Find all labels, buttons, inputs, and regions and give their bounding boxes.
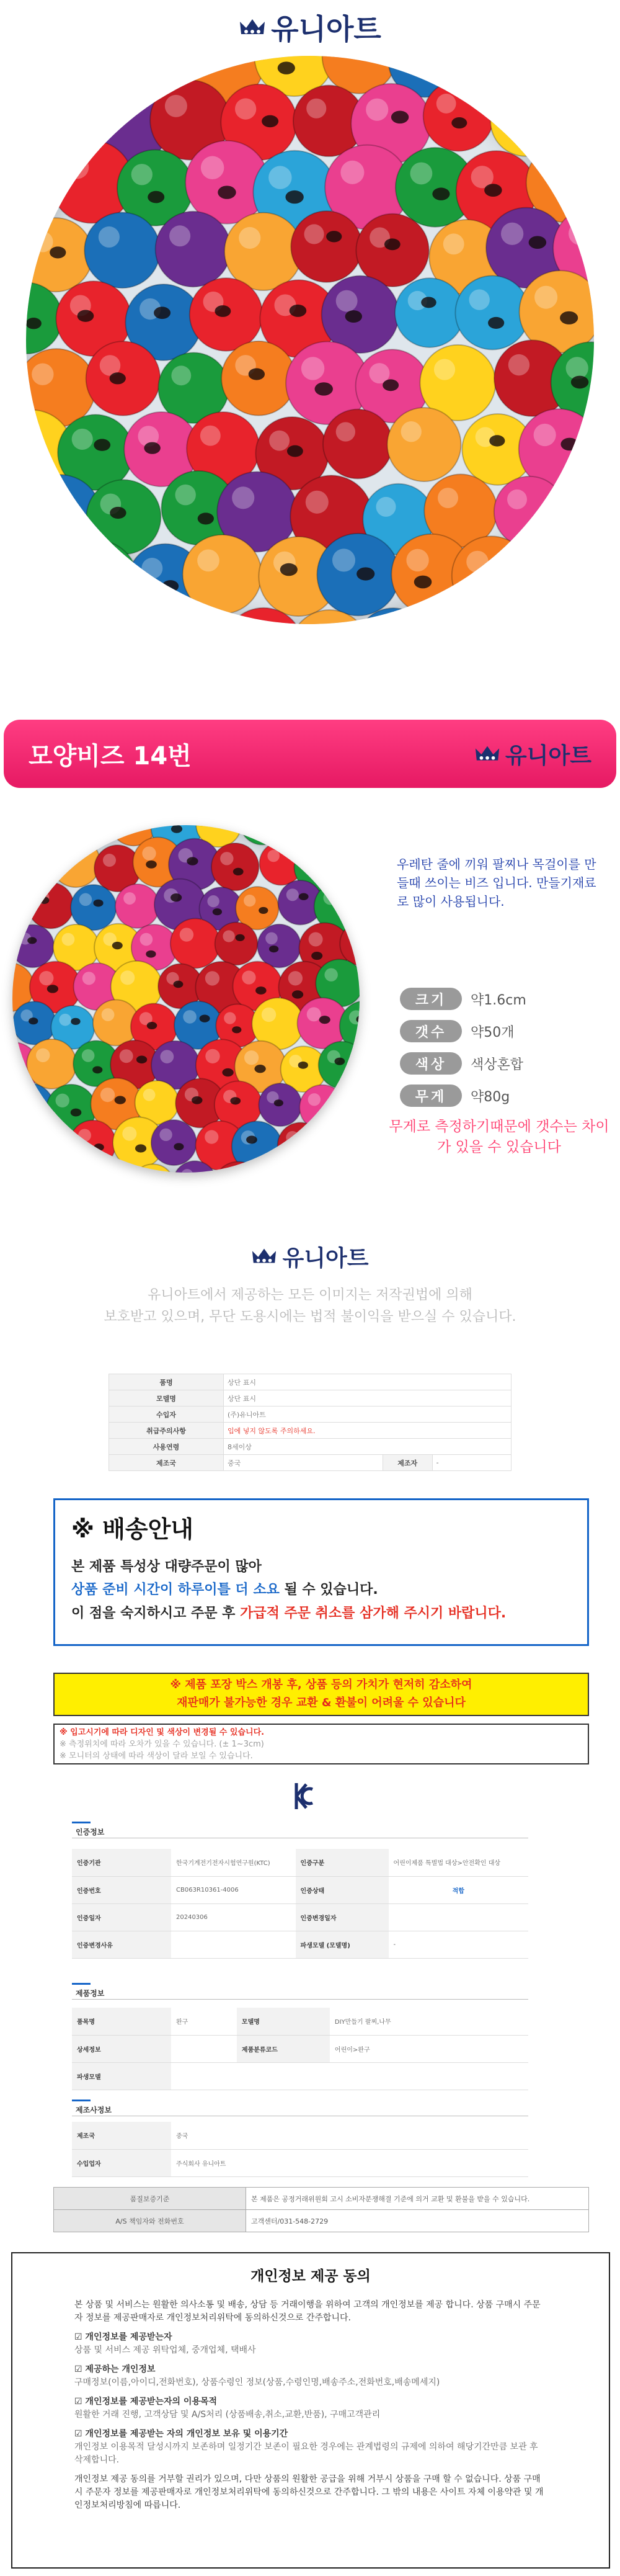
bead xyxy=(12,924,54,967)
bead xyxy=(26,56,61,92)
bead xyxy=(291,211,362,282)
table-row xyxy=(72,1903,528,1931)
spec-color xyxy=(400,1051,604,1076)
table-row xyxy=(109,1423,512,1439)
bead xyxy=(92,1166,138,1173)
shipping-highlight: 상품 준비 시간이 하루이틀 더 소요 xyxy=(71,1582,280,1598)
row-value: 주식회사 유니아트 xyxy=(171,2149,528,2176)
bead xyxy=(239,825,285,845)
spec-count xyxy=(400,1019,604,1044)
row-key: 인증번호 xyxy=(72,1876,171,1903)
bead xyxy=(590,56,594,96)
spec-label: 무게 xyxy=(400,1085,462,1107)
row-value: 20240306 xyxy=(171,1903,296,1931)
bead xyxy=(487,610,564,624)
bead xyxy=(221,341,296,416)
bead xyxy=(28,883,74,929)
copyright-line: 보호받고 있으며, 무단 도용시에는 법적 불이익을 받으실 수 있습니다. xyxy=(104,1309,516,1325)
row-key: 제조국 xyxy=(109,1455,224,1471)
bead xyxy=(278,1122,324,1168)
product-description: 우레탄 줄에 끼워 팔찌나 목걸이를 만들때 쓰이는 비즈 입니다. 만들기재료로 많이 사용됩니다. xyxy=(397,857,596,909)
row-key: 품명 xyxy=(109,1374,224,1390)
bead xyxy=(170,918,220,968)
bead xyxy=(257,924,301,968)
spec-size xyxy=(400,986,604,1011)
bead xyxy=(86,341,161,416)
row-value: (주)유니아트 xyxy=(224,1407,512,1423)
note-line: ※ 모니터의 상태에 따라 색상이 달라 보일 수 있습니다. xyxy=(60,1751,253,1761)
brand-name: 유니아트 xyxy=(271,12,381,46)
privacy-section-body: 구매정보(이름,아이디,전화번호), 상품수령인 정보(상품,수령인명,배송주소,전화번호,배송메세지) xyxy=(74,2377,440,2387)
row-key: A/S 책임자와 전화번호 xyxy=(54,2210,246,2232)
privacy-section-body: 상품 및 서비스 제공 위탁업체, 중개업체, 택배사 xyxy=(74,2345,256,2355)
shipping-line: 본 제품 특성상 대량주문이 많아 xyxy=(71,1559,262,1575)
row-value: 고객센터/031-548-2729 xyxy=(246,2210,589,2232)
brand-logo xyxy=(0,9,620,46)
bead xyxy=(26,218,92,292)
bead xyxy=(319,1042,360,1089)
bead xyxy=(156,212,231,287)
spec-label: 갯수 xyxy=(400,1020,462,1042)
bead xyxy=(253,1165,301,1173)
crown-icon xyxy=(474,745,500,763)
row-value: 중국 xyxy=(224,1455,383,1471)
bead xyxy=(12,1124,34,1170)
table-row xyxy=(72,2035,528,2062)
bead xyxy=(54,1164,98,1173)
bead xyxy=(494,476,565,547)
bead xyxy=(316,825,360,847)
bead xyxy=(151,1120,197,1165)
maker-info-heading: 제조사정보 xyxy=(76,2106,112,2114)
bead xyxy=(555,478,594,552)
bead xyxy=(26,152,63,226)
bead xyxy=(215,923,258,965)
table-row xyxy=(72,2149,528,2176)
row-key: 모델명 xyxy=(109,1390,224,1407)
bead xyxy=(336,843,360,890)
row-key: 제조국 xyxy=(72,2122,171,2149)
title-bar-logo xyxy=(474,738,591,770)
bead xyxy=(560,602,594,624)
bead xyxy=(591,541,594,614)
spec-label: 크기 xyxy=(400,988,462,1010)
bead xyxy=(342,1161,360,1173)
product-info-table xyxy=(108,1374,512,1471)
row-key: 취급주의사항 xyxy=(109,1423,224,1439)
bead xyxy=(60,56,136,95)
table-row xyxy=(72,1849,528,1876)
brand-name: 유니아트 xyxy=(282,1245,369,1271)
bead xyxy=(317,534,399,616)
bead xyxy=(259,842,303,885)
bead xyxy=(157,614,229,624)
row-value: - xyxy=(389,1931,528,1958)
table-row xyxy=(109,1407,512,1423)
privacy-consent xyxy=(11,2252,610,2569)
bead xyxy=(26,543,58,614)
bead xyxy=(356,214,428,287)
product-title-bar xyxy=(4,720,616,788)
cert-table xyxy=(72,1849,528,1959)
row-value: CB063R10361-4006 xyxy=(171,1876,296,1903)
row-key: 품질보증기준 xyxy=(54,2188,246,2210)
hero-beads-photo xyxy=(26,56,594,624)
spec-weight xyxy=(400,1083,604,1108)
row-key: 인증일자 xyxy=(72,1903,171,1931)
bead xyxy=(224,213,302,290)
row-value: 입에 넣지 않도록 주의하세요. xyxy=(224,1423,512,1439)
bead xyxy=(55,540,138,623)
table-row xyxy=(72,2062,528,2090)
crown-icon xyxy=(251,1247,277,1266)
bead xyxy=(519,56,594,95)
privacy-section-body: 원활한 거래 진행, 고객상담 및 A/S처리 (상품배송,취소,교환,반품), 구매고객관리 xyxy=(74,2409,381,2420)
shipping-notice xyxy=(53,1498,589,1646)
bead xyxy=(28,825,73,847)
package-warning xyxy=(53,1673,589,1716)
row-value: 상단 표시 xyxy=(224,1374,512,1390)
row-key: 모델명 xyxy=(237,2008,330,2035)
privacy-footer: 개인정보 제공 동의를 거부할 권리가 있으며, 다만 상품의 원활한 공급을 위해 거부시 상품을 구매 할 수 없습니다. 상품 구매시 주문자 정보를 제공판매자로 개인정보처리위탁에 동의하신것으로 간주합니다. 그 밖의 내용은 사이트 자체 이용약관 및 개인정보처리방침에 따릅니다. xyxy=(74,2474,544,2510)
row-key: 인증기관 xyxy=(72,1849,171,1876)
table-row xyxy=(109,1390,512,1407)
bead xyxy=(12,1166,57,1173)
crown-icon xyxy=(239,18,266,37)
shipping-line xyxy=(71,1578,571,1601)
row-key: 수입업자 xyxy=(72,2149,171,2176)
bead xyxy=(339,1086,360,1132)
divider xyxy=(72,1999,528,2000)
row-key: 사용연령 xyxy=(109,1439,224,1455)
row-key: 수입자 xyxy=(109,1407,224,1423)
bead xyxy=(183,535,262,614)
privacy-section-title: ☑ 개인정보를 제공받는 자의 개인정보 보유 및 이용기간 xyxy=(74,2428,288,2439)
bead xyxy=(455,275,529,349)
bead xyxy=(553,78,594,159)
spec-label: 색상 xyxy=(400,1052,462,1075)
bead xyxy=(423,81,494,151)
bead xyxy=(452,536,531,615)
shipping-text: 될 수 있습니다. xyxy=(279,1582,378,1598)
copyright-notice xyxy=(0,1284,620,1328)
privacy-title: 개인정보 제공 동의 xyxy=(250,2268,371,2284)
row-key: 품목명 xyxy=(72,2008,171,2035)
kc-certification-icon xyxy=(291,1781,316,1812)
bead xyxy=(32,1126,78,1171)
row-key: 인증변경사유 xyxy=(72,1931,171,1958)
row-value: - xyxy=(432,1455,511,1471)
privacy-section-body: 개인정보 이용목적 달성시까지 보존하며 일정기간 보존이 필요한 경우에는 관계법령의 규제에 의하여 해당기간만큼 보관 후 삭제합니다. xyxy=(74,2441,538,2465)
bead xyxy=(86,613,156,624)
table-row xyxy=(54,2188,589,2210)
weight-note: 무게로 측정하기때문에 갯수는 차이가 있을 수 있습니다 xyxy=(389,1119,609,1156)
row-key: 인증변경일자 xyxy=(296,1903,389,1931)
bead xyxy=(211,843,259,890)
row-value xyxy=(389,1903,528,1931)
bead xyxy=(26,604,97,624)
privacy-section-title: ☑ 제공하는 개인정보 xyxy=(74,2364,156,2374)
maker-info-table xyxy=(72,2122,528,2177)
brand-name: 유니아트 xyxy=(505,743,591,769)
bead xyxy=(259,1083,301,1126)
customer-service-table xyxy=(53,2187,589,2232)
row-value xyxy=(171,2035,237,2062)
bead xyxy=(115,884,159,928)
bead xyxy=(13,1001,56,1044)
beads-plate-photo xyxy=(12,825,360,1173)
bead xyxy=(587,153,594,230)
row-key: 파생모델 (모델명) xyxy=(296,1931,389,1958)
privacy-section-title: ☑ 개인정보를 제공받는자의 이용목적 xyxy=(74,2396,218,2407)
bead xyxy=(388,408,461,481)
bead xyxy=(323,409,392,479)
bead xyxy=(12,825,40,851)
row-key: 인증구분 xyxy=(296,1849,389,1876)
bead xyxy=(27,1039,76,1089)
bead xyxy=(12,842,60,892)
row-value xyxy=(171,1931,296,1958)
row-value: 본 제품은 공정거래위원회 고시 소비자분쟁해결 기준에 의거 교환 및 환불을 받을 수 있습니다. xyxy=(246,2188,589,2210)
product-title: 모양비즈 14번 xyxy=(29,741,192,771)
notes-box xyxy=(53,1724,589,1764)
warning-line: ※ 제품 포장 박스 개봉 후, 상품 등의 가치가 현저히 감소하여 xyxy=(170,1678,472,1691)
row-key: 상세정보 xyxy=(72,2035,171,2062)
bead xyxy=(12,1083,55,1134)
spec-value: 약50개 xyxy=(471,1024,515,1040)
row-key: 제품분류코드 xyxy=(237,2035,330,2062)
privacy-intro: 본 상품 및 서비스는 원활한 의사소통 및 배송, 상담 등 거래이행을 위하여 고객의 개인정보를 제공 합니다. 상품 구매시 주문자 정보를 제공판매자로 개인정보처리위탁에 동의하신것으로 간주합니다. xyxy=(74,2299,541,2323)
table-row xyxy=(72,2008,528,2035)
shipping-highlight: 가급적 주문 취소를 삼가해 주시기 바랍니다. xyxy=(240,1605,507,1621)
row-value: 상단 표시 xyxy=(224,1390,512,1407)
brand-logo xyxy=(0,1241,620,1272)
spec-value: 약1.6cm xyxy=(471,992,526,1008)
row-value: 어린이제품 특별법 대상>안전확인 대상 xyxy=(389,1849,528,1876)
table-row xyxy=(109,1455,512,1471)
copyright-line: 유니아트에서 제공하는 모든 이미지는 저작권법에 의해 xyxy=(148,1287,472,1303)
bead xyxy=(84,212,160,288)
product-info-detail-table xyxy=(72,2008,528,2090)
bead xyxy=(525,539,594,620)
bead xyxy=(318,1124,360,1169)
bead xyxy=(26,80,98,153)
table-row xyxy=(54,2210,589,2232)
bead xyxy=(298,1162,341,1173)
bead xyxy=(74,825,119,845)
table-row xyxy=(72,2122,528,2149)
shipping-heading: ※ 배송안내 xyxy=(71,1516,194,1543)
row-key: 인증상태 xyxy=(296,1876,389,1903)
privacy-section-title: ☑ 개인정보를 제공받는자 xyxy=(74,2332,172,2342)
row-key: 파생모델 xyxy=(72,2062,171,2090)
spec-value: 약80g xyxy=(471,1089,510,1105)
row-value: DIY만들기 팔찌,나무 xyxy=(330,2008,528,2035)
row-key: 제조자 xyxy=(383,1455,432,1471)
bead xyxy=(456,56,536,99)
row-value: 어린이>완구 xyxy=(330,2035,528,2062)
note-line: ※ 측정위치에 따라 오차가 있을 수 있습니다. (± 1~3cm) xyxy=(60,1739,264,1749)
row-value xyxy=(171,2062,528,2090)
bead xyxy=(418,602,498,624)
bead xyxy=(358,1042,360,1091)
table-row xyxy=(72,1931,528,1958)
bead xyxy=(51,838,100,887)
cert-heading: 인증정보 xyxy=(76,1828,105,1836)
bead xyxy=(190,278,263,351)
row-value: 중국 xyxy=(171,2122,528,2149)
bead xyxy=(86,480,161,554)
warning-line: 재판매가 불가능한 경우 교환 & 환불이 어려울 수 있습니다 xyxy=(177,1696,466,1709)
bead xyxy=(395,278,464,347)
bead xyxy=(276,825,319,845)
note-line: ※ 입고시기에 따라 디자인 및 색상이 변경될 수 있습니다. xyxy=(60,1728,265,1737)
table-row xyxy=(109,1439,512,1455)
row-value: 8세이상 xyxy=(224,1439,512,1455)
row-value: 완구 xyxy=(171,2008,237,2035)
spec-value: 색상혼합 xyxy=(471,1057,524,1073)
row-value: 적합 xyxy=(389,1876,528,1903)
bead xyxy=(71,885,116,930)
product-info-heading: 제품정보 xyxy=(76,1989,105,1998)
bead xyxy=(490,86,560,156)
table-row xyxy=(109,1374,512,1390)
table-row xyxy=(72,1876,528,1903)
shipping-text: 이 점을 숙지하시고 주문 후 xyxy=(71,1605,241,1621)
row-value: 한국기계전기전자시험연구원(KTC) xyxy=(171,1849,296,1876)
shipping-line xyxy=(71,1602,571,1625)
bead xyxy=(69,1120,116,1167)
